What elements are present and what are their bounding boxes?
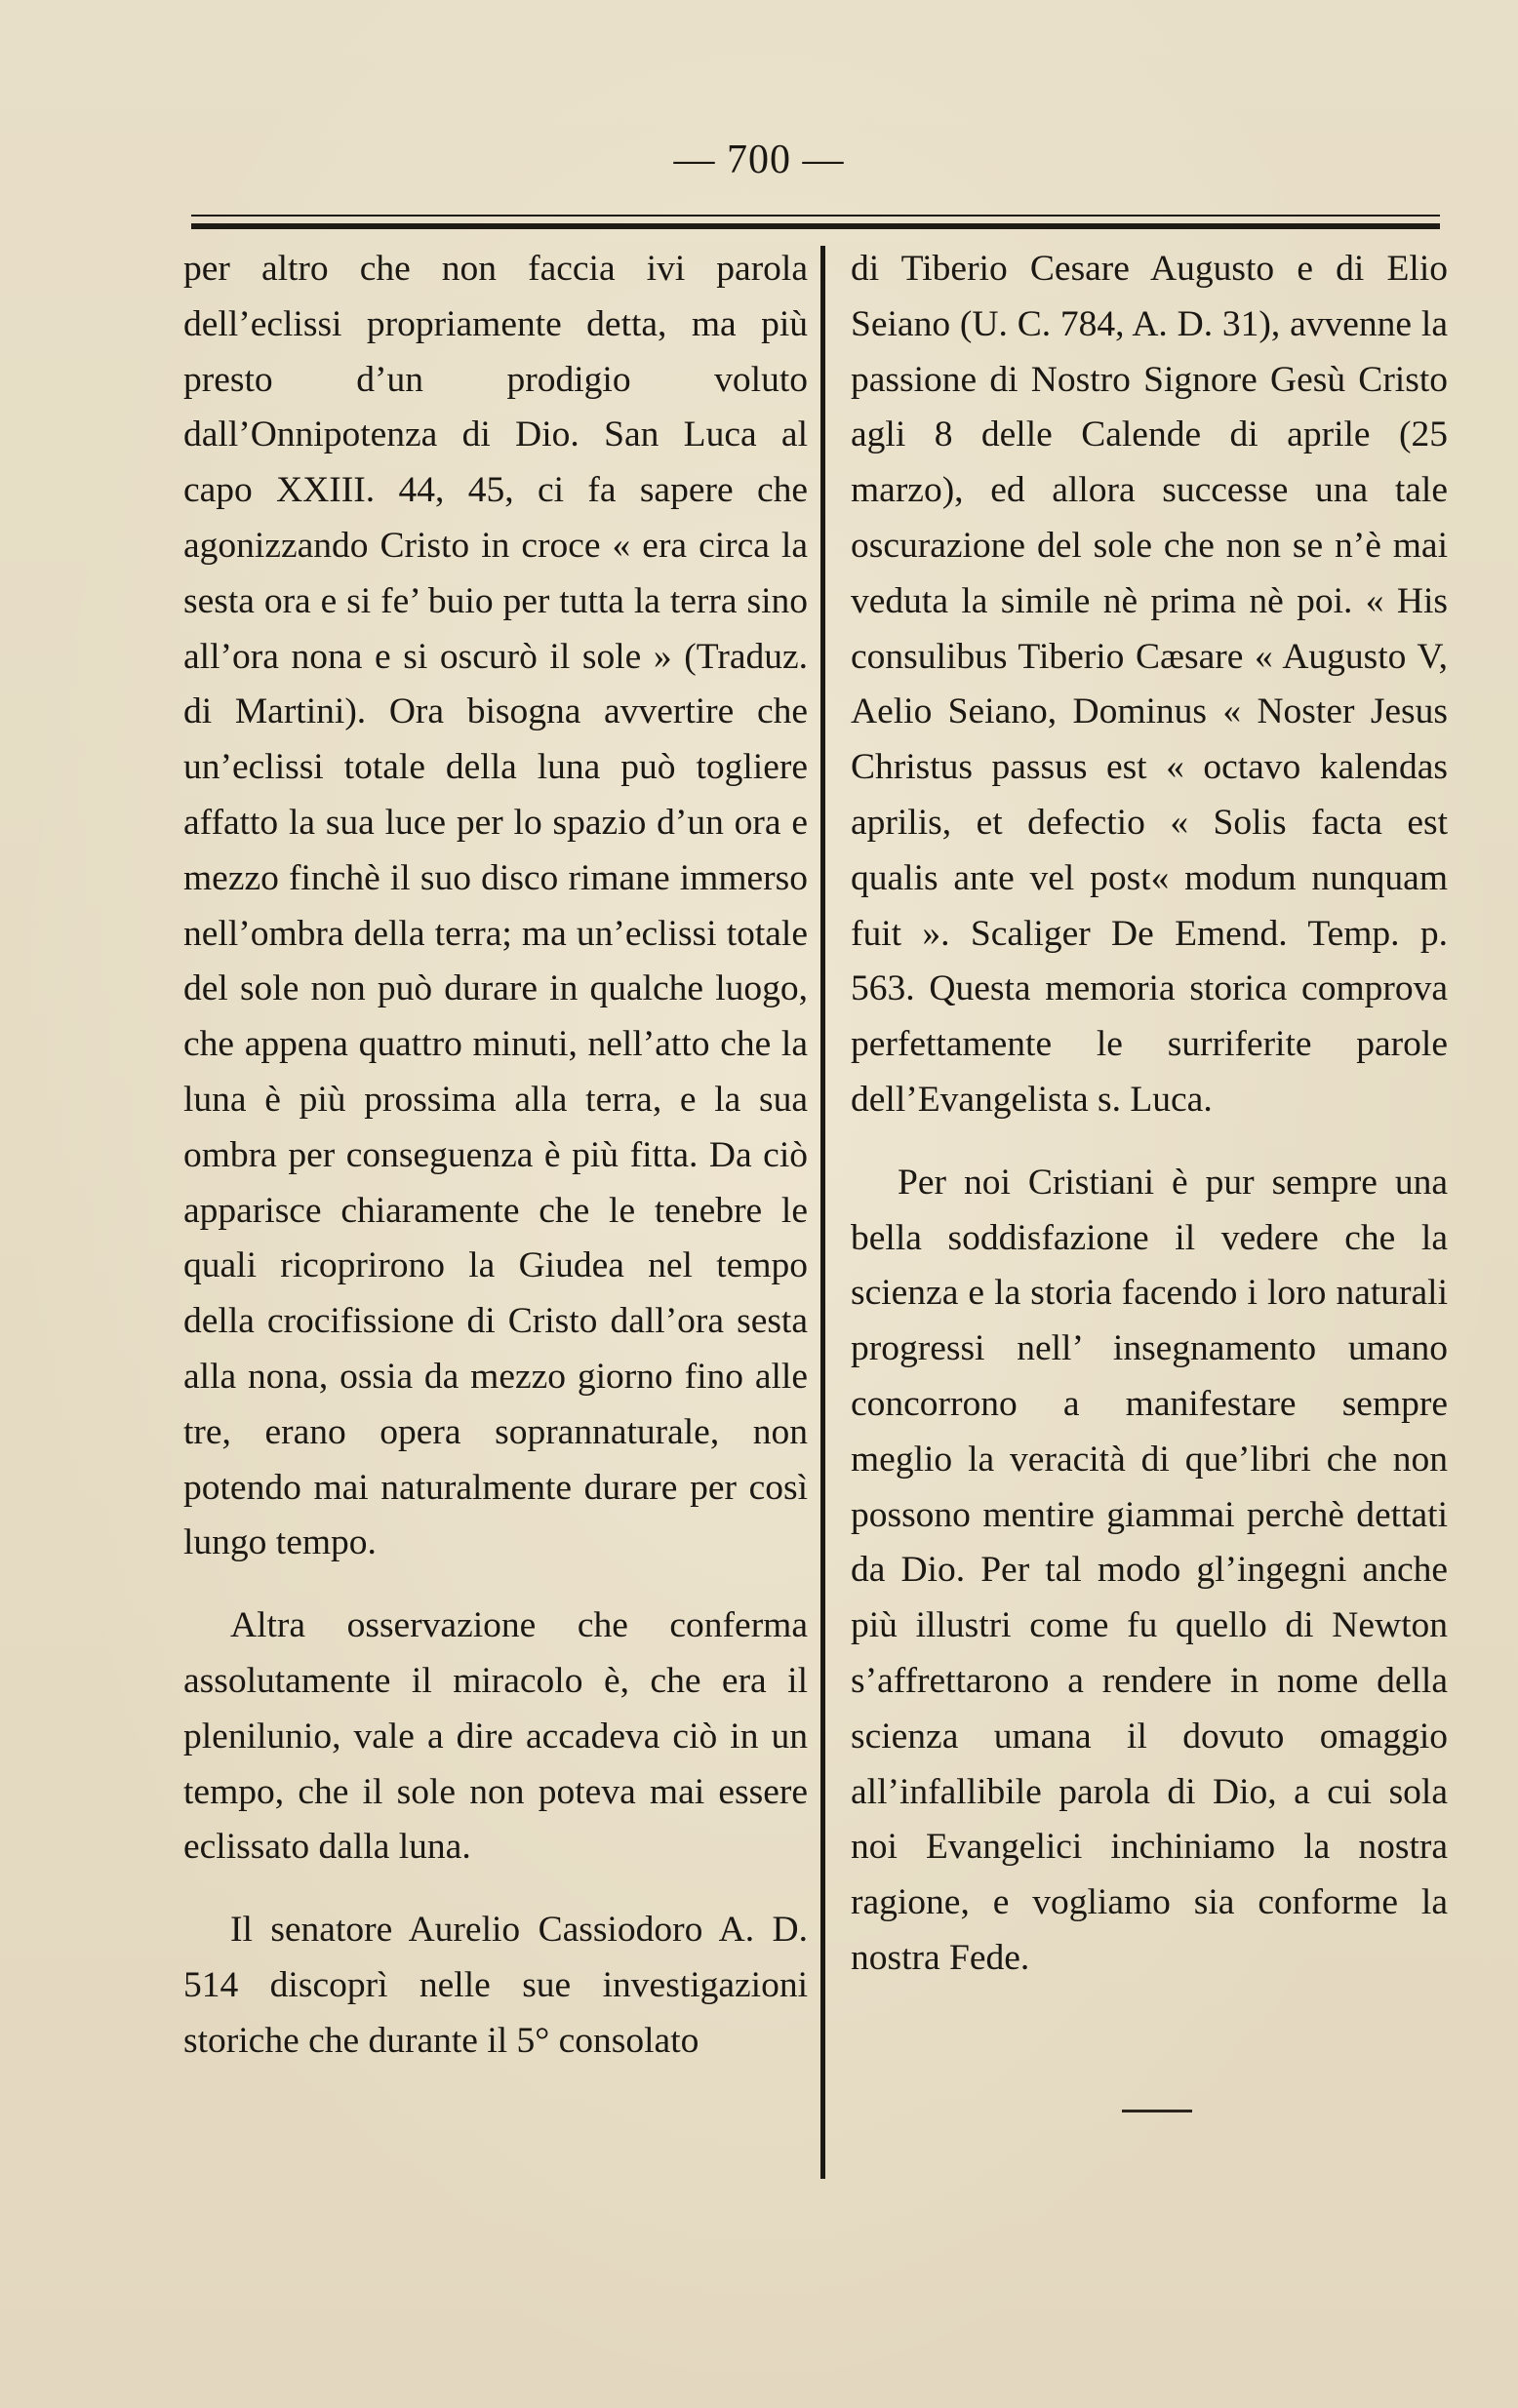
left-paragraph-3: Il senatore Aurelio Cassiodoro A. D. 514 discoprì nelle sue investigazioni storiche che durante il 5° consolato <box>183 1910 808 2061</box>
left-column <box>183 242 808 2070</box>
right-column <box>851 242 1448 1987</box>
right-paragraph-2: Per noi Cristiani è pur sempre una bella soddisfazione il vedere che la scienza e la storia facendo i loro naturali progressi nell’ insegnamento umano concorrono a manifestare sempre meglio la veracità di que’libri che non possono mentire giammai perchè dettati da Dio. Per tal modo gl’ingegni anche più illustri come fu quello di Newton s’affrettarono a rendere in nome della scienza umana il dovuto omaggio all’infallibile parola di Dio, a cui sola noi Evangelici inchiniamo la nostra ragione, e vogliamo sia conforme la nostra Fede. <box>851 1162 1448 1978</box>
page-number: — 700 — <box>673 138 845 182</box>
header-rule-thick <box>191 223 1440 229</box>
left-paragraph-2: Altra osservazione che conferma assolutamente il miracolo è, che era il plenilunio, vale a dire accadeva ciò in un tempo, che il sole non poteva mai essere eclissato dalla luna. <box>183 1605 808 1868</box>
end-rule <box>1122 2110 1192 2112</box>
header-rule-thin <box>191 215 1440 217</box>
right-paragraph-1: di Tiberio Cesare Augusto e di Elio Seiano (U. C. 784, A. D. 31), avvenne la passione di Nostro Signore Gesù Cristo agli 8 delle Calende di aprile (25 marzo), ed allora successe una tale oscurazione del sole che non se n’è mai veduta la simile nè prima nè poi. « His consulibus Tiberio Cæsare « Augusto V, Aelio Seiano, Dominus « Noster Jesus Christus passus est « octavo kalendas aprilis, et defectio « Solis facta est qualis ante vel post« modum nunquam fuit ». Scaliger De Emend. Temp. p. 563. Questa memoria storica comprova perfettamente le surriferite parole dell’Evangelista s. Luca. <box>851 249 1448 1120</box>
left-paragraph-1: per altro che non faccia ivi parola dell’eclissi propriamente detta, ma più presto d’un prodigio voluto dall’Onnipotenza di Dio. San Luca al capo XXIII. 44, 45, ci fa sapere che agonizzando Cristo in croce « era circa la sesta ora e si fe’ buio per tutta la terra sino all’ora nona e si oscurò il sole » (Traduz. di Martini). Ora bisogna avvertire che un’eclissi totale della luna può togliere affatto la sua luce per lo spazio d’un ora e mezzo finchè il suo disco rimane immerso nell’ombra della terra; ma un’eclissi totale del sole non può durare in qualche luogo, che appena quattro minuti, nell’atto che la luna è più prossima alla terra, e la sua ombra per conseguenza è più fitta. Da ciò apparisce chiaramente che le tenebre le quali ricoprirono la Giudea nel tempo della crocifissione di Cristo dall’ora sesta alla nona, ossia da mezzo giorno fino alle tre, erano opera soprannaturale, non potendo mai naturalmente durare per così lungo tempo. <box>183 249 808 1563</box>
column-divider <box>820 246 825 2179</box>
